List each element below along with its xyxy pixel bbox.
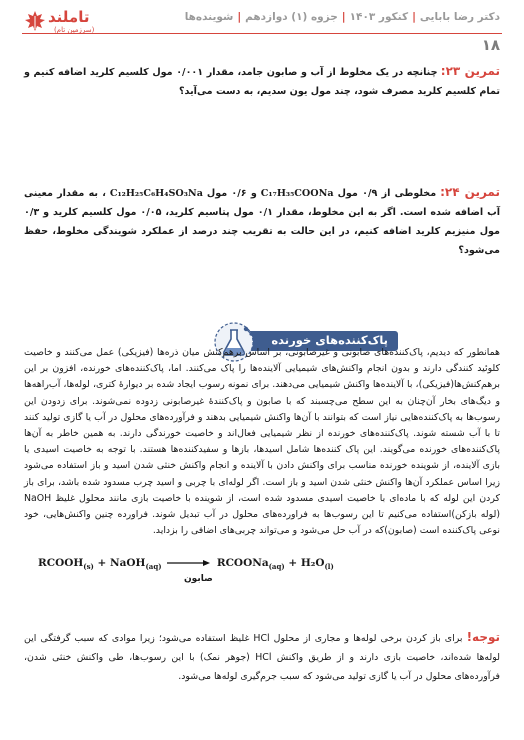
body-paragraph: همانطور که دیدیم، پاک‌کننده‌های صابونی و غیرصابونی، بر اساس برهم‌کنش میان ذره‌ها (فیزیکی) عمل می‌کنند و خاصیت کلوئید کنندگی دارند و بدون انجام واکنش‌های شیمیایی آلاینده‌ها را پاک می‌کنند. اما، پاک‌کننده‌های خورنده، افزون بر این برهم‌کنش‌ها(فیزیکی)، با آلاینده‌ها واکنش شیمیایی می‌دهند. برای نمونه رسوب ایجاد شده بر دیوارهٔ کتری، لوله‌ها، آب‌راهه‌ها و دیگ‌های بخار آن‌چنان به این سطح می‌چسبند که با صابون و پاک‌کنندهٔ غیرصابونی زدوده نمی‌شوند. برای زدودن این رسوب‌ها به پاک‌کننده‌هایی نیاز است که بتوانند با آن‌ها واکنش شیمیایی بدهند و فرآورده‌های محلول در آب یا گازی تولید کنند تا با آب شسته شوند. پاک‌کننده‌های خورنده از نظر شیمیایی فعال‌اند و خاصیت خورندگی دارند. به همین خاطر به آن‌ها پاک‌کننده‌های خورنده می‌گویند. این پاک کننده‌ها شامل اسیدها، بازها و سفیدکننده‌ها هستند. با توجه به خاصیت اسیدی یا بازی آلاینده، از شوینده خورنده مناسب برای واکنش دادن با آلاینده و انجام واکنش خنثی شدن اسید و باز استفاده می‌شود زیرا اساس عملکرد آن‌ها واکنش خنثی شدن اسید و باز است. اگر لوله‌ای با چربی و اسید چرب مسدود شده باشد، برای باز کردن این لوله که با ماده‌ای با خاصیت اسیدی مسدود شده است، از شوینده با خاصیت بازی مانند محلول غلیظ NaOH (لوله بازکن)استفاده می‌کنیم تا این رسوب‌ها به فراورده‌های محلول در آب تبدیل شوند. فراورده چنین واکنش‌هایی، خود نوعی پاک‌کننده است (صابون)که در آب حل می‌شود و می‌تواند چربی‌های اضافی را بزداید. [24,347,500,537]
problem-text-c: ، به مقدار معینی آب اضافه شده است. اگر به این مخلوط، مقدار ۰/۱ مول پتاسیم کلرید، ۰/۰۵ مول کلسیم کلرید و ۰/۳ مول منیزیم کلرید اضافه کنیم، در این حالت به تقریب چند درصد از عملکرد شویندگی مخلوط، حفظ می‌شود؟ [24,188,500,256]
header-separator: | [341,11,346,23]
plus-sign: + [288,557,298,569]
neutralization-equation [38,557,334,571]
note-box [24,628,500,686]
brand-logo [24,8,114,34]
problem-text: چنانچه در یک مخلوط از آب و صابون جامد، مقدار ۰/۰۰۱ مول کلسیم کلرید اضافه کنیم و تمام کلسیم کلرید مصرف شود، چند مول یون سدیم، به دست می‌آید؟ [24,67,500,97]
logo-name: تاملند [48,8,90,26]
reaction-arrow-icon [167,559,211,567]
plus-sign: + [97,557,107,569]
note-text: برای باز کردن برخی لوله‌ها و مجاری از محلول HCl غلیظ استفاده می‌شود؛ زیرا موادی که سبب گرفتگی این لوله‌ها شده‌اند، خاصیت بازی دارند و از طریق واکنش HCl (جوهر نمک) با این رسوب‌ها، طی واکنش خنثی شدن، فرآورده‌های محلول در آب یا گازی تولید می‌شود که سبب جرم‌گیری لوله‌ها می‌شود. [24,633,500,682]
product-soap: RCOONa [216,557,269,569]
state-label: (s) [83,562,94,572]
problem-text-b: و ۰/۶ مول [206,188,257,199]
problem-label: تمرین ۲۳: [440,64,500,78]
header-author: دکتر رضا بابایی [419,11,500,23]
problem-label: تمرین ۲۴: [440,185,500,199]
reactant-naoh: NaOH [110,557,146,569]
state-label: (aq) [145,562,162,572]
header-chapter: شوینده‌ها [184,11,234,23]
note-label: توجه! [466,630,500,644]
formula-stearate: C₁₇H₃₅COONa [260,188,334,199]
state-label: (aq) [268,562,285,572]
header-exam: کنکور ۱۴۰۳ [349,11,409,23]
running-header [185,11,500,23]
formula-sulfonate: C₁₂H₂₅C₆H₄SO₃Na [109,188,203,199]
soap-label: صابون [184,574,213,584]
product-water: H₂O [300,557,325,569]
header-separator: | [412,11,416,23]
problem-24 [24,183,500,260]
state-label: (l) [324,562,334,572]
header-separator: | [237,11,242,23]
problem-text-a: مخلوطی از ۰/۹ مول [337,188,437,199]
problem-23 [24,62,500,101]
reactant-fatty-acid: RCOOH [38,557,84,569]
maple-leaf-icon [24,10,46,32]
page-number: ۱۸ [481,36,500,54]
section-title: پاک‌کننده‌های خورنده [271,333,388,347]
logo-tagline: (سرزمین تام) [54,26,95,34]
header-volume: جزوه (۱) دوازدهم [245,11,338,23]
